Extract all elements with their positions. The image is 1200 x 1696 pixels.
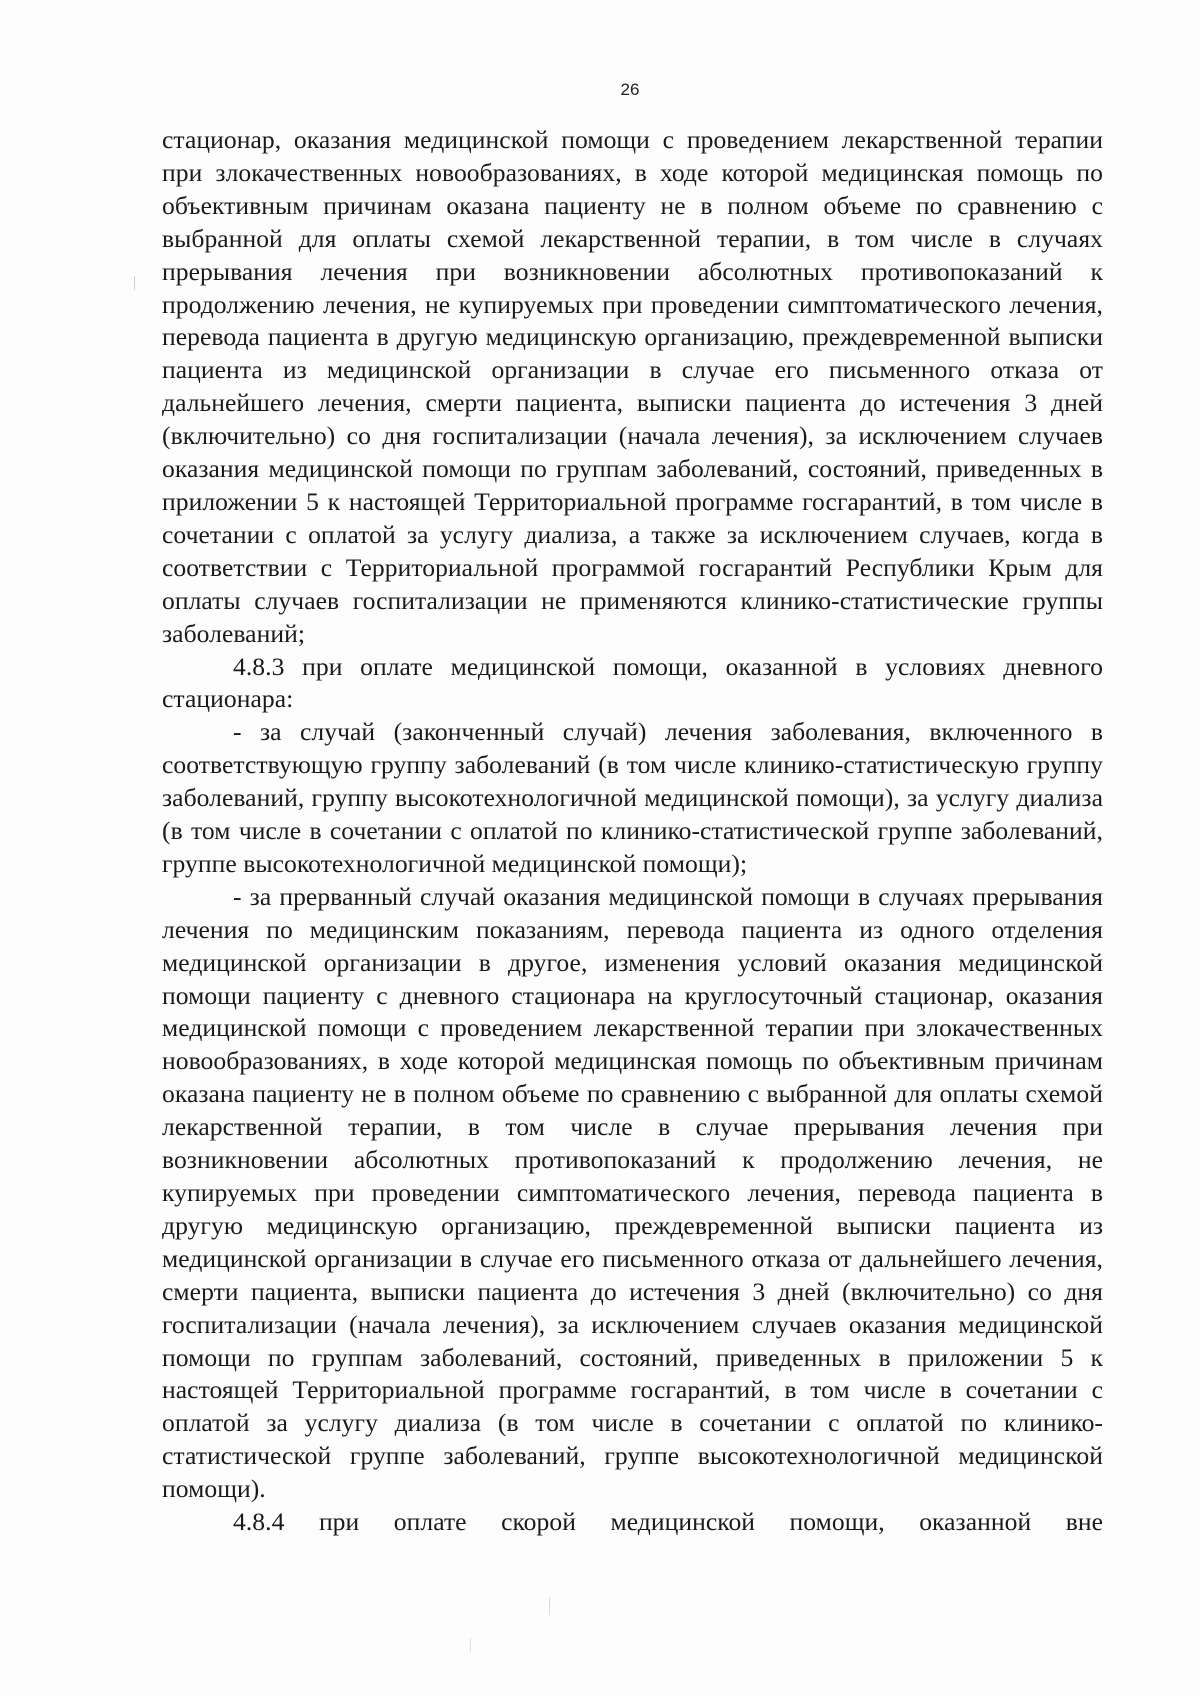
paragraph-4-8-4: 4.8.4 при оплате скорой медицинской помощи, оказанной вне <box>233 1507 1103 1537</box>
scan-artifact <box>470 1638 471 1652</box>
scan-artifact <box>134 276 135 290</box>
paragraph-continuation: стационар, оказания медицинской помощи с проведением лекарственной терапии при злокачественных новообразованиях, в ходе которой медицинская помощь по объективным причинам оказана пациенту не в полном объеме по сравнению с выбранной для оплаты схемой лекарственной терапии, в том числе в случаях прерывания лечения при возникновении абсолютных противопоказаний к продолжению лечения, не купируемых при проведении симптоматического лечения, перевода пациента в другую медицинскую организацию, преждевременной выписки пациента из медицинской организации в случае его письменного отказа от дальнейшего лечения, смерти пациента, выписки пациента до истечения 3 дней (включительно) со дня госпитализации (начала лечения), за исключением случаев оказания медицинской помощи по группам заболеваний, состояний, приведенных в приложении 5 к настоящей Территориальной программе госгарантий, в том числе в сочетании с оплатой за услугу диализа, а также за исключением случаев, когда в соответствии с Территориальной программой госгарантий Республики Крым для оплаты случаев госпитализации не применяются клинико-статистические группы заболеваний; <box>162 125 1103 648</box>
document-body <box>162 124 1103 1539</box>
scan-artifact <box>549 1597 550 1615</box>
paragraph-4-8-3: 4.8.3 при оплате медицинской помощи, оказанной в условиях дневного стационара: <box>162 651 1103 714</box>
paragraph-completed-case: - за случай (законченный случай) лечения заболевания, включенного в соответствующую группу заболеваний (в том числе клинико-статистическую группу заболеваний, группу высокотехнологичной медицинской помощи), за услугу диализа (в том числе в сочетании с оплатой по клинико-статистической группе заболеваний, группе высокотехнологичной медицинской помощи); <box>162 717 1103 878</box>
page-number: 26 <box>620 80 640 99</box>
paragraph-interrupted-case: - за прерванный случай оказания медицинской помощи в случаях прерывания лечения по медицинским показаниям, перевода пациента из одного отделения медицинской организации в другое, изменения условий оказания медицинской помощи пациенту с дневного стационара на круглосуточный стационар, оказания медицинской помощи с проведением лекарственной терапии при злокачественных новообразованиях, в ходе которой медицинская помощь по объективным причинам оказана пациенту не в полном объеме по сравнению с выбранной для оплаты схемой лекарственной терапии, в том числе в случае прерывания лечения при возникновении абсолютных противопоказаний к продолжению лечения, не купируемых при проведении симптоматического лечения, перевода пациента в другую медицинскую организацию, преждевременной выписки пациента из медицинской организации в случае его письменного отказа от дальнейшего лечения, смерти пациента, выписки пациента до истечения 3 дней (включительно) со дня госпитализации (начала лечения), за исключением случаев оказания медицинской помощи по группам заболеваний, состояний, приведенных в приложении 5 к настоящей Территориальной программе госгарантий, в том числе в сочетании с оплатой за услугу диализа (в том числе в сочетании с оплатой по клинико-статистической группе заболеваний, группе высокотехнологичной медицинской помощи). <box>162 881 1103 1504</box>
